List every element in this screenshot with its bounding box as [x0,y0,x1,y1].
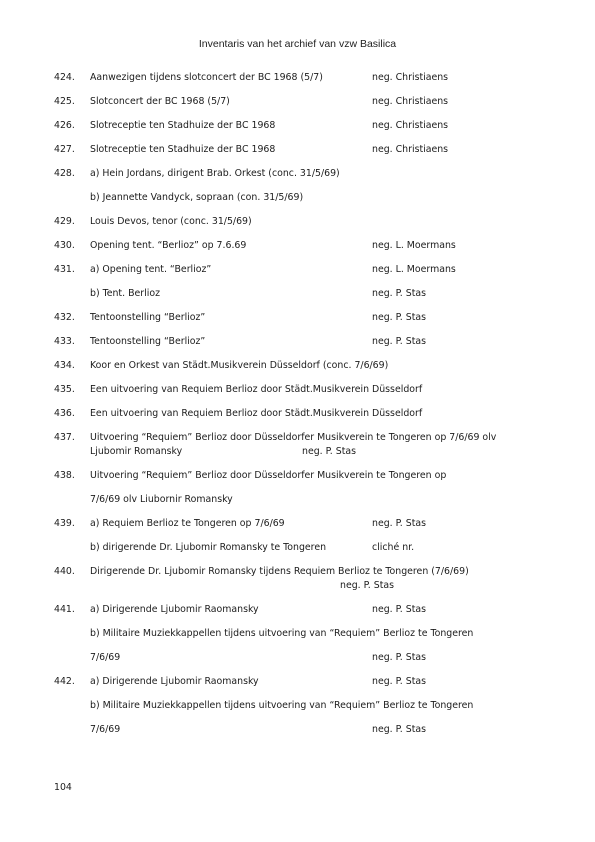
entry-description: Slotreceptie ten Stadhuize der BC 1968 [90,144,276,155]
entry-description: Tentoonstelling “Berlioz” [90,312,206,323]
entry-number: 434. [54,360,75,371]
entry-negative-b: neg. P. Stas [372,724,427,735]
entry-date: 7/6/69 [90,652,121,663]
entry-description-b: b) Militaire Muziekkappellen tijdens uitvoering van “Requiem” Berlioz te Tongeren [90,700,474,711]
entry-description: a) Hein Jordans, dirigent Brab. Orkest (conc. 31/5/69) [90,168,340,179]
entry-description: Een uitvoering van Requiem Berlioz door Städt.Musikverein Düsseldorf [90,408,423,419]
entry-description: a) Requiem Berlioz te Tongeren op 7/6/69 [90,518,285,529]
entry-negative-b: neg. P. Stas [372,288,427,299]
page-number: 104 [54,782,72,793]
entry-description-b: 7/6/69 olv Liubornir Romansky [90,494,233,505]
entry-description: a) Opening tent. “Berlioz” [90,264,212,275]
entry-negative: neg. Christiaens [372,72,449,83]
entry-description: Koor en Orkest van Städt.Musikverein Düsseldorf (conc. 7/6/69) [90,360,389,371]
entry-number: 429. [54,216,75,227]
entry-description: Slotconcert der BC 1968 (5/7) [90,96,230,107]
entry-negative: neg. P. Stas [372,604,427,615]
entry-number: 441. [54,604,75,615]
entry-date: 7/6/69 [90,724,121,735]
entry-description-b: b) dirigerende Dr. Ljubomir Romansky te Tongeren [90,542,327,553]
entry-description: Tentoonstelling “Berlioz” [90,336,206,347]
entry-description: Opening tent. “Berlioz” op 7.6.69 [90,240,247,251]
entry-number: 442. [54,676,75,687]
entry-number: 431. [54,264,75,275]
entry-description: Uitvoering “Requiem” Berlioz door Düsseldorfer Musikverein te Tongeren op [90,470,447,481]
entry-description: a) Dirigerende Ljubomir Raomansky [90,676,259,687]
entry-number: 428. [54,168,75,179]
entry-number: 435. [54,384,75,395]
entry-negative: neg. P. Stas [372,518,427,529]
entry-description: Uitvoering “Requiem” Berlioz door Düsseldorfer Musikverein te Tongeren op 7/6/69 olv [90,432,497,443]
entry-negative: neg. P. Stas [372,336,427,347]
entry-negative: neg. Christiaens [372,144,449,155]
entry-description-b: b) Militaire Muziekkappellen tijdens uitvoering van “Requiem” Berlioz te Tongeren [90,628,474,639]
entry-number: 426. [54,120,75,131]
entry-number: 430. [54,240,75,251]
entry-description: Slotreceptie ten Stadhuize der BC 1968 [90,120,276,131]
entry-number: 436. [54,408,75,419]
entry-description: a) Dirigerende Ljubomir Raomansky [90,604,259,615]
entry-number: 433. [54,336,75,347]
entry-description: Aanwezigen tijdens slotconcert der BC 1968 (5/7) [90,72,323,83]
entry-description-b: Ljubomir Romansky [90,446,183,457]
entry-description: Een uitvoering van Requiem Berlioz door Städt.Musikverein Düsseldorf [90,384,423,395]
entry-negative: neg. L. Moermans [372,264,456,275]
entry-negative: neg. L. Moermans [372,240,456,251]
entry-number: 437. [54,432,75,443]
entry-negative-b: neg. P. Stas [372,652,427,663]
entry-number: 427. [54,144,75,155]
entry-description-b: b) Jeannette Vandyck, sopraan (con. 31/5/69) [90,192,304,203]
entry-negative: neg. P. Stas [372,312,427,323]
entry-number: 440. [54,566,75,577]
entry-number: 424. [54,72,75,83]
entry-description: Dirigerende Dr. Ljubomir Romansky tijdens Requiem Berlioz te Tongeren (7/6/69) [90,566,469,577]
entry-negative: neg. Christiaens [372,120,449,131]
entry-number: 439. [54,518,75,529]
entry-number: 432. [54,312,75,323]
entry-number: 438. [54,470,75,481]
entry-negative: neg. P. Stas [340,580,395,591]
entry-description-b: b) Tent. Berlioz [90,288,160,299]
page-header: Inventaris van het archief van vzw Basilica [198,38,397,50]
entry-negative-b: neg. P. Stas [302,446,357,457]
entry-number: 425. [54,96,75,107]
entry-negative: neg. Christiaens [372,96,449,107]
entry-description: Louis Devos, tenor (conc. 31/5/69) [90,216,252,227]
entry-negative-b: cliché nr. [372,542,415,553]
entry-negative: neg. P. Stas [372,676,427,687]
